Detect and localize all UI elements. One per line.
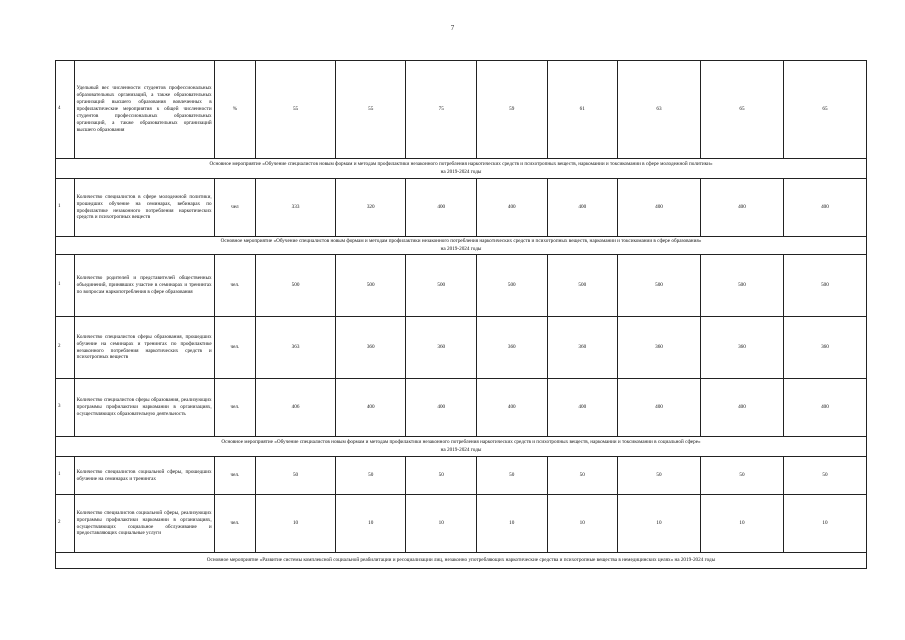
- unit-cell: чел.: [214, 379, 255, 437]
- value-cell: 400: [477, 179, 548, 237]
- value-cell: 360: [335, 317, 406, 379]
- section-period: на 2019-2024 годы: [440, 245, 482, 252]
- section-row: [56, 237, 867, 255]
- unit-cell: чел.: [214, 495, 255, 553]
- value-cell: 61: [547, 61, 618, 159]
- value-cell: 10: [256, 495, 336, 553]
- indicator-name: Количество родителей и представителей общественных объединений, принявших участие в семинарах и тренингах по вопросам наркопотребления в сфере образования: [74, 255, 214, 317]
- value-cell: 50: [618, 457, 701, 495]
- value-cell: 360: [783, 317, 866, 379]
- value-cell: 400: [335, 379, 406, 437]
- table-row: [56, 457, 867, 495]
- indicator-name: Количество специалистов сферы образования, реализующих программы профилактики наркомании в организациях, осуществляющих образовательную деятельность: [74, 379, 214, 437]
- row-number: 1: [56, 255, 75, 317]
- section-title: [56, 553, 867, 569]
- value-cell: 400: [783, 379, 866, 437]
- value-cell: 360: [618, 317, 701, 379]
- value-cell: 500: [406, 255, 477, 317]
- value-cell: 360: [700, 317, 783, 379]
- value-cell: 400: [700, 179, 783, 237]
- value-cell: 50: [700, 457, 783, 495]
- section-title: [56, 237, 867, 255]
- row-number: 2: [56, 495, 75, 553]
- value-cell: 500: [547, 255, 618, 317]
- value-cell: 360: [547, 317, 618, 379]
- value-cell: 363: [256, 317, 336, 379]
- table-row: [56, 317, 867, 379]
- table-row: [56, 61, 867, 159]
- value-cell: 50: [547, 457, 618, 495]
- value-cell: 500: [700, 255, 783, 317]
- section-title: [56, 437, 867, 457]
- value-cell: 59: [477, 61, 548, 159]
- value-cell: 55: [335, 61, 406, 159]
- value-cell: 10: [547, 495, 618, 553]
- row-number: 4: [56, 61, 75, 159]
- value-cell: 360: [477, 317, 548, 379]
- indicator-name: Удельный вес численности студентов профессиональных образовательных организаций, а также образовательных организаций высшего образования вовлеченных в профилактические мероприятия к общей численности студентов профессиональных образовательных организаций, а также образовательных организаций высшего образования: [74, 61, 214, 159]
- value-cell: 400: [477, 379, 548, 437]
- value-cell: 500: [618, 255, 701, 317]
- table-row: [56, 255, 867, 317]
- value-cell: 10: [335, 495, 406, 553]
- row-number: 1: [56, 179, 75, 237]
- section-row: [56, 553, 867, 569]
- value-cell: 55: [256, 61, 336, 159]
- value-cell: 65: [700, 61, 783, 159]
- section-row: [56, 159, 867, 179]
- value-cell: 10: [406, 495, 477, 553]
- value-cell: 400: [406, 179, 477, 237]
- indicators-table: [55, 60, 867, 569]
- value-cell: 320: [335, 179, 406, 237]
- unit-cell: %: [214, 61, 255, 159]
- value-cell: 50: [783, 457, 866, 495]
- table-row: [56, 179, 867, 237]
- indicator-name: Количество специалистов социальной сферы, реализующих программы профилактики наркомании в организациях, осуществляющих социальное обслуживание и предоставляющих социальные услуги: [74, 495, 214, 553]
- section-period: на 2019-2024 годы: [440, 168, 482, 175]
- value-cell: 406: [256, 379, 336, 437]
- value-cell: 63: [618, 61, 701, 159]
- value-cell: 500: [335, 255, 406, 317]
- table-body: [56, 61, 867, 569]
- indicator-name: Количество специалистов социальной сферы, прошедших обучение на семинарах и тренингах: [74, 457, 214, 495]
- value-cell: 10: [700, 495, 783, 553]
- table-row: [56, 495, 867, 553]
- section-row: [56, 437, 867, 457]
- value-cell: 400: [618, 379, 701, 437]
- section-title-line: Основное мероприятие «Развитие системы комплексной социальной реабилитации и ресоциализации лиц, незаконно употребляющих наркотические средства и психотропные вещества в немедицинских целях» на 2019-2024 годы: [206, 556, 716, 563]
- value-cell: 400: [783, 179, 866, 237]
- page-number: 7: [450, 24, 455, 32]
- unit-cell: чел: [214, 179, 255, 237]
- row-number: 1: [56, 457, 75, 495]
- table-row: [56, 379, 867, 437]
- value-cell: 50: [406, 457, 477, 495]
- value-cell: 400: [547, 379, 618, 437]
- value-cell: 333: [256, 179, 336, 237]
- value-cell: 10: [618, 495, 701, 553]
- value-cell: 400: [618, 179, 701, 237]
- row-number: 3: [56, 379, 75, 437]
- section-title: [56, 159, 867, 179]
- value-cell: 65: [783, 61, 866, 159]
- row-number: 2: [56, 317, 75, 379]
- value-cell: 75: [406, 61, 477, 159]
- section-title-line: Основное мероприятие «Обучение специалистов новым формам и методам профилактики незаконного потребления наркотических средств и психотропных веществ, наркомании и токсикомании в социальной сфере»: [221, 439, 701, 446]
- value-cell: 500: [477, 255, 548, 317]
- value-cell: 360: [406, 317, 477, 379]
- value-cell: 10: [477, 495, 548, 553]
- value-cell: 500: [256, 255, 336, 317]
- unit-cell: чел.: [214, 317, 255, 379]
- value-cell: 400: [406, 379, 477, 437]
- indicator-name: Количество специалистов в сфере молодежной политики, прошедших обучение на семинарах, вебинарах по профилактике незаконного потребления наркотических средств и психотропных веществ: [74, 179, 214, 237]
- indicator-name: Количество специалистов сферы образования, прошедших обучение на семинарах и тренингах по профилактике незаконного потребления наркотических средств и психотропных веществ: [74, 317, 214, 379]
- value-cell: 400: [700, 379, 783, 437]
- section-title-line: Основное мероприятие «Обучение специалистов новым формам и методам профилактики незаконного потребления наркотических средств и психотропных веществ, наркомании и токсикомании в сфере молодежной политики»: [209, 161, 713, 168]
- section-period: на 2019-2024 годы: [440, 446, 482, 453]
- section-title-line: Основное мероприятие «Обучение специалистов новым формам и методам профилактики незаконного потребления наркотических средств и психотропных веществ, наркомании и токсикомании в сфере образования»: [220, 238, 702, 245]
- value-cell: 50: [477, 457, 548, 495]
- unit-cell: чел.: [214, 255, 255, 317]
- value-cell: 10: [783, 495, 866, 553]
- value-cell: 500: [783, 255, 866, 317]
- value-cell: 50: [256, 457, 336, 495]
- value-cell: 50: [335, 457, 406, 495]
- unit-cell: чел.: [214, 457, 255, 495]
- value-cell: 400: [547, 179, 618, 237]
